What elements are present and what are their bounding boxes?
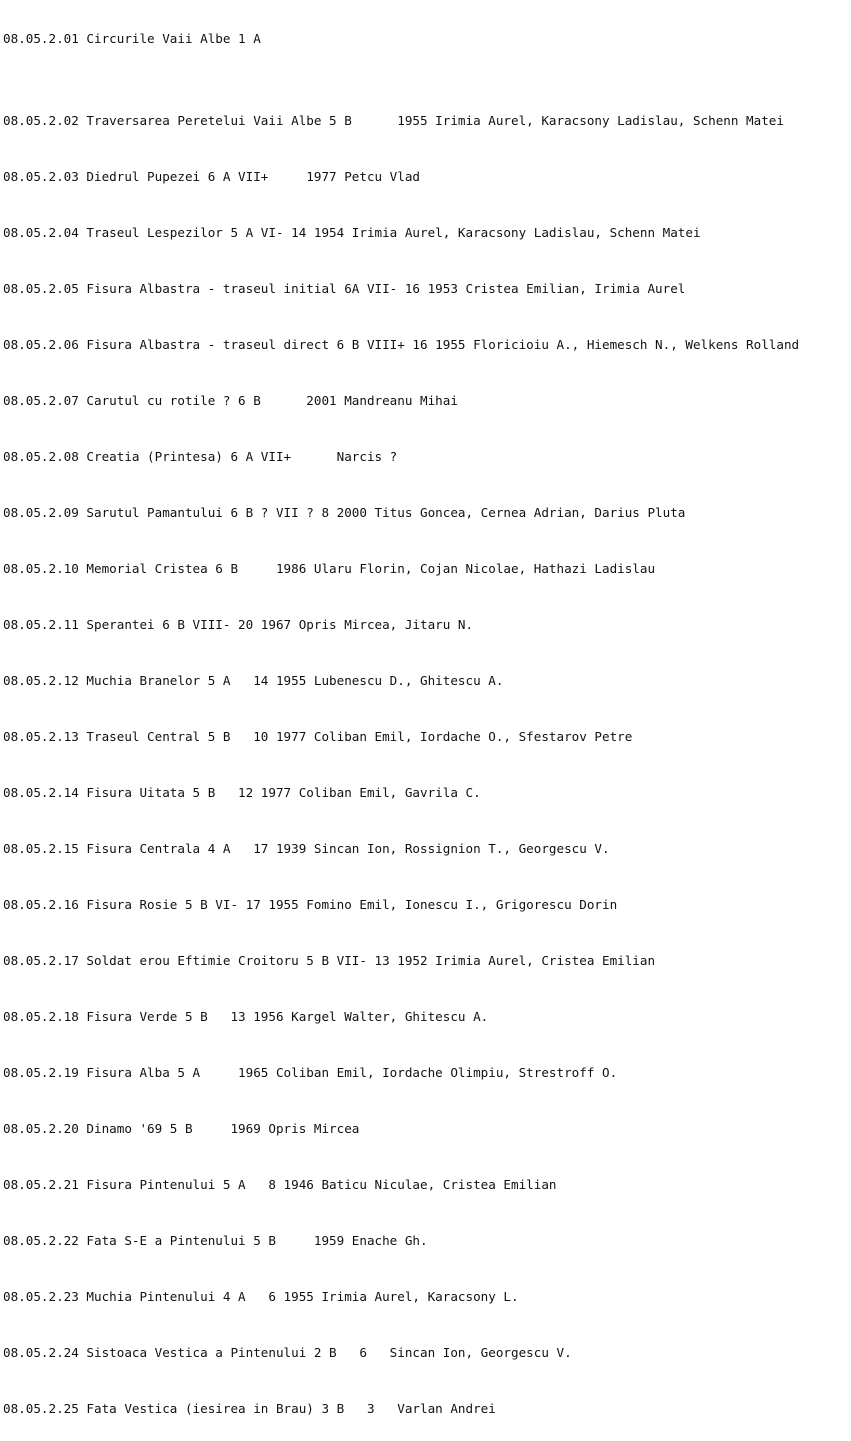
route-list [3, 0, 849, 1441]
route-line: 08.05.2.02 Traversarea Peretelui Vaii Albe 5 B 1955 Irimia Aurel, Karacsony Ladislau, Schenn Matei [3, 113, 784, 128]
route-line: 08.05.2.03 Diedrul Pupezei 6 A VII+ 1977 Petcu Vlad [3, 169, 421, 184]
route-line: 08.05.2.04 Traseul Lespezilor 5 A VI- 14 1954 Irimia Aurel, Karacsony Ladislau, Schenn Matei [3, 225, 701, 240]
route-line: 08.05.2.22 Fata S-E a Pintenului 5 B 1959 Enache Gh. [3, 1233, 428, 1248]
route-line: 08.05.2.13 Traseul Central 5 B 10 1977 Coliban Emil, Iordache O., Sfestarov Petre [3, 729, 633, 744]
route-line: 08.05.2.09 Sarutul Pamantului 6 B ? VII ? 8 2000 Titus Goncea, Cernea Adrian, Darius Pluta [3, 505, 686, 520]
route-line: 08.05.2.19 Fisura Alba 5 A 1965 Coliban Emil, Iordache Olimpiu, Strestroff O. [3, 1065, 618, 1080]
route-line: 08.05.2.18 Fisura Verde 5 B 13 1956 Kargel Walter, Ghitescu A. [3, 1009, 489, 1024]
route-line: 08.05.2.20 Dinamo '69 5 B 1969 Opris Mircea [3, 1121, 360, 1136]
route-line: 08.05.2.11 Sperantei 6 B VIII- 20 1967 Opris Mircea, Jitaru N. [3, 617, 474, 632]
route-line: 08.05.2.06 Fisura Albastra - traseul direct 6 B VIII+ 16 1955 Floricioiu A., Hiemesch N., Welkens Rolland [3, 337, 800, 352]
route-line: 08.05.2.05 Fisura Albastra - traseul initial 6A VII- 16 1953 Cristea Emilian, Irimia Aurel [3, 281, 686, 296]
route-line: 08.05.2.08 Creatia (Printesa) 6 A VII+ Narcis ? [3, 449, 398, 464]
route-line: 08.05.2.23 Muchia Pintenului 4 A 6 1955 Irimia Aurel, Karacsony L. [3, 1289, 519, 1304]
route-line: 08.05.2.16 Fisura Rosie 5 B VI- 17 1955 Fomino Emil, Ionescu I., Grigorescu Dorin [3, 897, 618, 912]
route-line: 08.05.2.07 Carutul cu rotile ? 6 B 2001 Mandreanu Mihai [3, 393, 458, 408]
route-line: 08.05.2.25 Fata Vestica (iesirea in Brau) 3 B 3 Varlan Andrei [3, 1401, 496, 1416]
route-line: 08.05.2.17 Soldat erou Eftimie Croitoru 5 B VII- 13 1952 Irimia Aurel, Cristea Emilian [3, 953, 656, 968]
route-line: 08.05.2.15 Fisura Centrala 4 A 17 1939 Sincan Ion, Rossignion T., Georgescu V. [3, 841, 610, 856]
route-line: 08.05.2.14 Fisura Uitata 5 B 12 1977 Coliban Emil, Gavrila C. [3, 785, 481, 800]
route-line: 08.05.2.12 Muchia Branelor 5 A 14 1955 Lubenescu D., Ghitescu A. [3, 673, 504, 688]
route-line: 08.05.2.01 Circurile Vaii Albe 1 A [3, 31, 261, 46]
route-line: 08.05.2.21 Fisura Pintenului 5 A 8 1946 Baticu Niculae, Cristea Emilian [3, 1177, 557, 1192]
route-line: 08.05.2.24 Sistoaca Vestica a Pintenului 2 B 6 Sincan Ion, Georgescu V. [3, 1345, 572, 1360]
route-line: 08.05.2.10 Memorial Cristea 6 B 1986 Ularu Florin, Cojan Nicolae, Hathazi Ladislau [3, 561, 656, 576]
